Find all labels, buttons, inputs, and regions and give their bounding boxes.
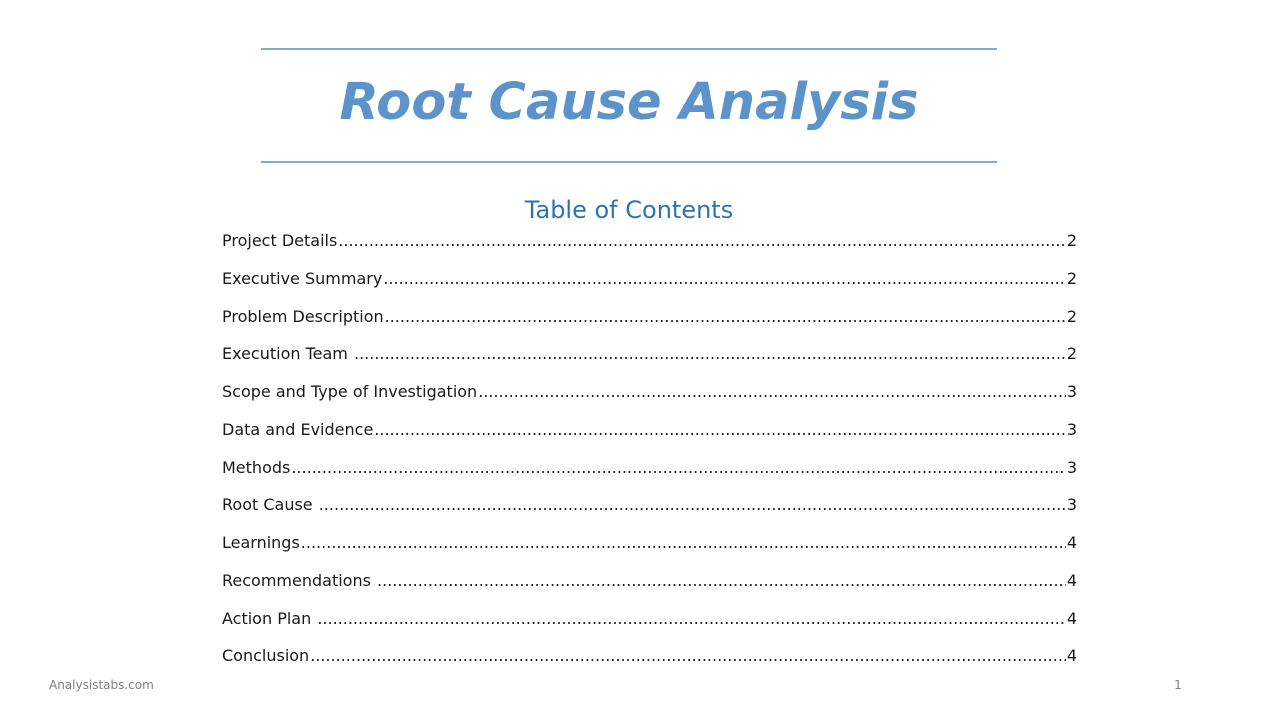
toc-heading: Table of Contents (524, 196, 734, 224)
toc-entry-label: Scope and Type of Investigation (222, 382, 478, 401)
toc-entry-label: Data and Evidence (222, 419, 374, 439)
toc-entry-label: Problem Description (222, 306, 384, 326)
toc-entry-recommendations (222, 569, 1077, 607)
toc-dot-leader (478, 380, 1066, 404)
table-of-contents (222, 229, 1077, 682)
footer-source: Analysistabs.com (49, 678, 154, 692)
toc-dot-leader (317, 607, 1065, 631)
toc-entry-label: Root Cause (222, 495, 318, 515)
toc-dot-leader (319, 493, 1066, 517)
toc-entry-conclusion (222, 644, 1077, 682)
toc-entry-page: 4 (1066, 570, 1077, 590)
toc-dot-leader (385, 305, 1066, 329)
toc-dot-leader (377, 569, 1066, 593)
toc-dot-leader (338, 229, 1066, 253)
toc-entry-label: Methods (222, 457, 291, 477)
toc-entry-label: Action Plan (222, 608, 317, 628)
toc-entry-data-and-evidence (222, 418, 1077, 456)
toc-entry-page: 2 (1066, 344, 1077, 364)
toc-dot-leader (383, 267, 1066, 291)
toc-entry-action-plan (222, 607, 1077, 645)
title-bottom-rule (261, 161, 997, 163)
toc-entry-label: Recommendations (222, 570, 377, 590)
toc-entry-label: Learnings (222, 533, 300, 552)
document-title: Root Cause Analysis (339, 73, 919, 132)
toc-entry-project-details (222, 229, 1077, 267)
toc-entry-page: 2 (1066, 268, 1077, 288)
toc-entry-execution-team (222, 342, 1077, 380)
toc-entry-page: 4 (1066, 608, 1077, 628)
toc-entry-label: Execution Team (222, 344, 353, 364)
toc-entry-page: 3 (1066, 382, 1077, 401)
toc-dot-leader (301, 531, 1066, 555)
toc-entry-page: 3 (1066, 419, 1077, 439)
toc-entry-executive-summary (222, 267, 1077, 305)
toc-dot-leader (354, 342, 1066, 366)
toc-entry-page: 3 (1066, 457, 1077, 477)
toc-entry-page: 3 (1066, 495, 1077, 515)
toc-entry-problem-description (222, 305, 1077, 343)
toc-entry-methods (222, 456, 1077, 494)
toc-entry-label: Project Details (222, 231, 338, 250)
toc-entry-learnings (222, 531, 1077, 569)
toc-entry-root-cause (222, 493, 1077, 531)
toc-entry-page: 2 (1066, 231, 1077, 250)
toc-entry-label: Conclusion (222, 646, 310, 666)
slide-number: 1 (1174, 678, 1182, 692)
toc-entry-page: 4 (1066, 533, 1077, 552)
toc-dot-leader (291, 456, 1065, 480)
toc-dot-leader (310, 644, 1066, 668)
toc-entry-page: 2 (1066, 306, 1077, 326)
toc-entry-page: 4 (1066, 646, 1077, 666)
toc-entry-label: Executive Summary (222, 268, 383, 288)
title-top-rule (261, 48, 997, 50)
toc-dot-leader (374, 418, 1066, 442)
toc-entry-scope-and-type (222, 380, 1077, 418)
